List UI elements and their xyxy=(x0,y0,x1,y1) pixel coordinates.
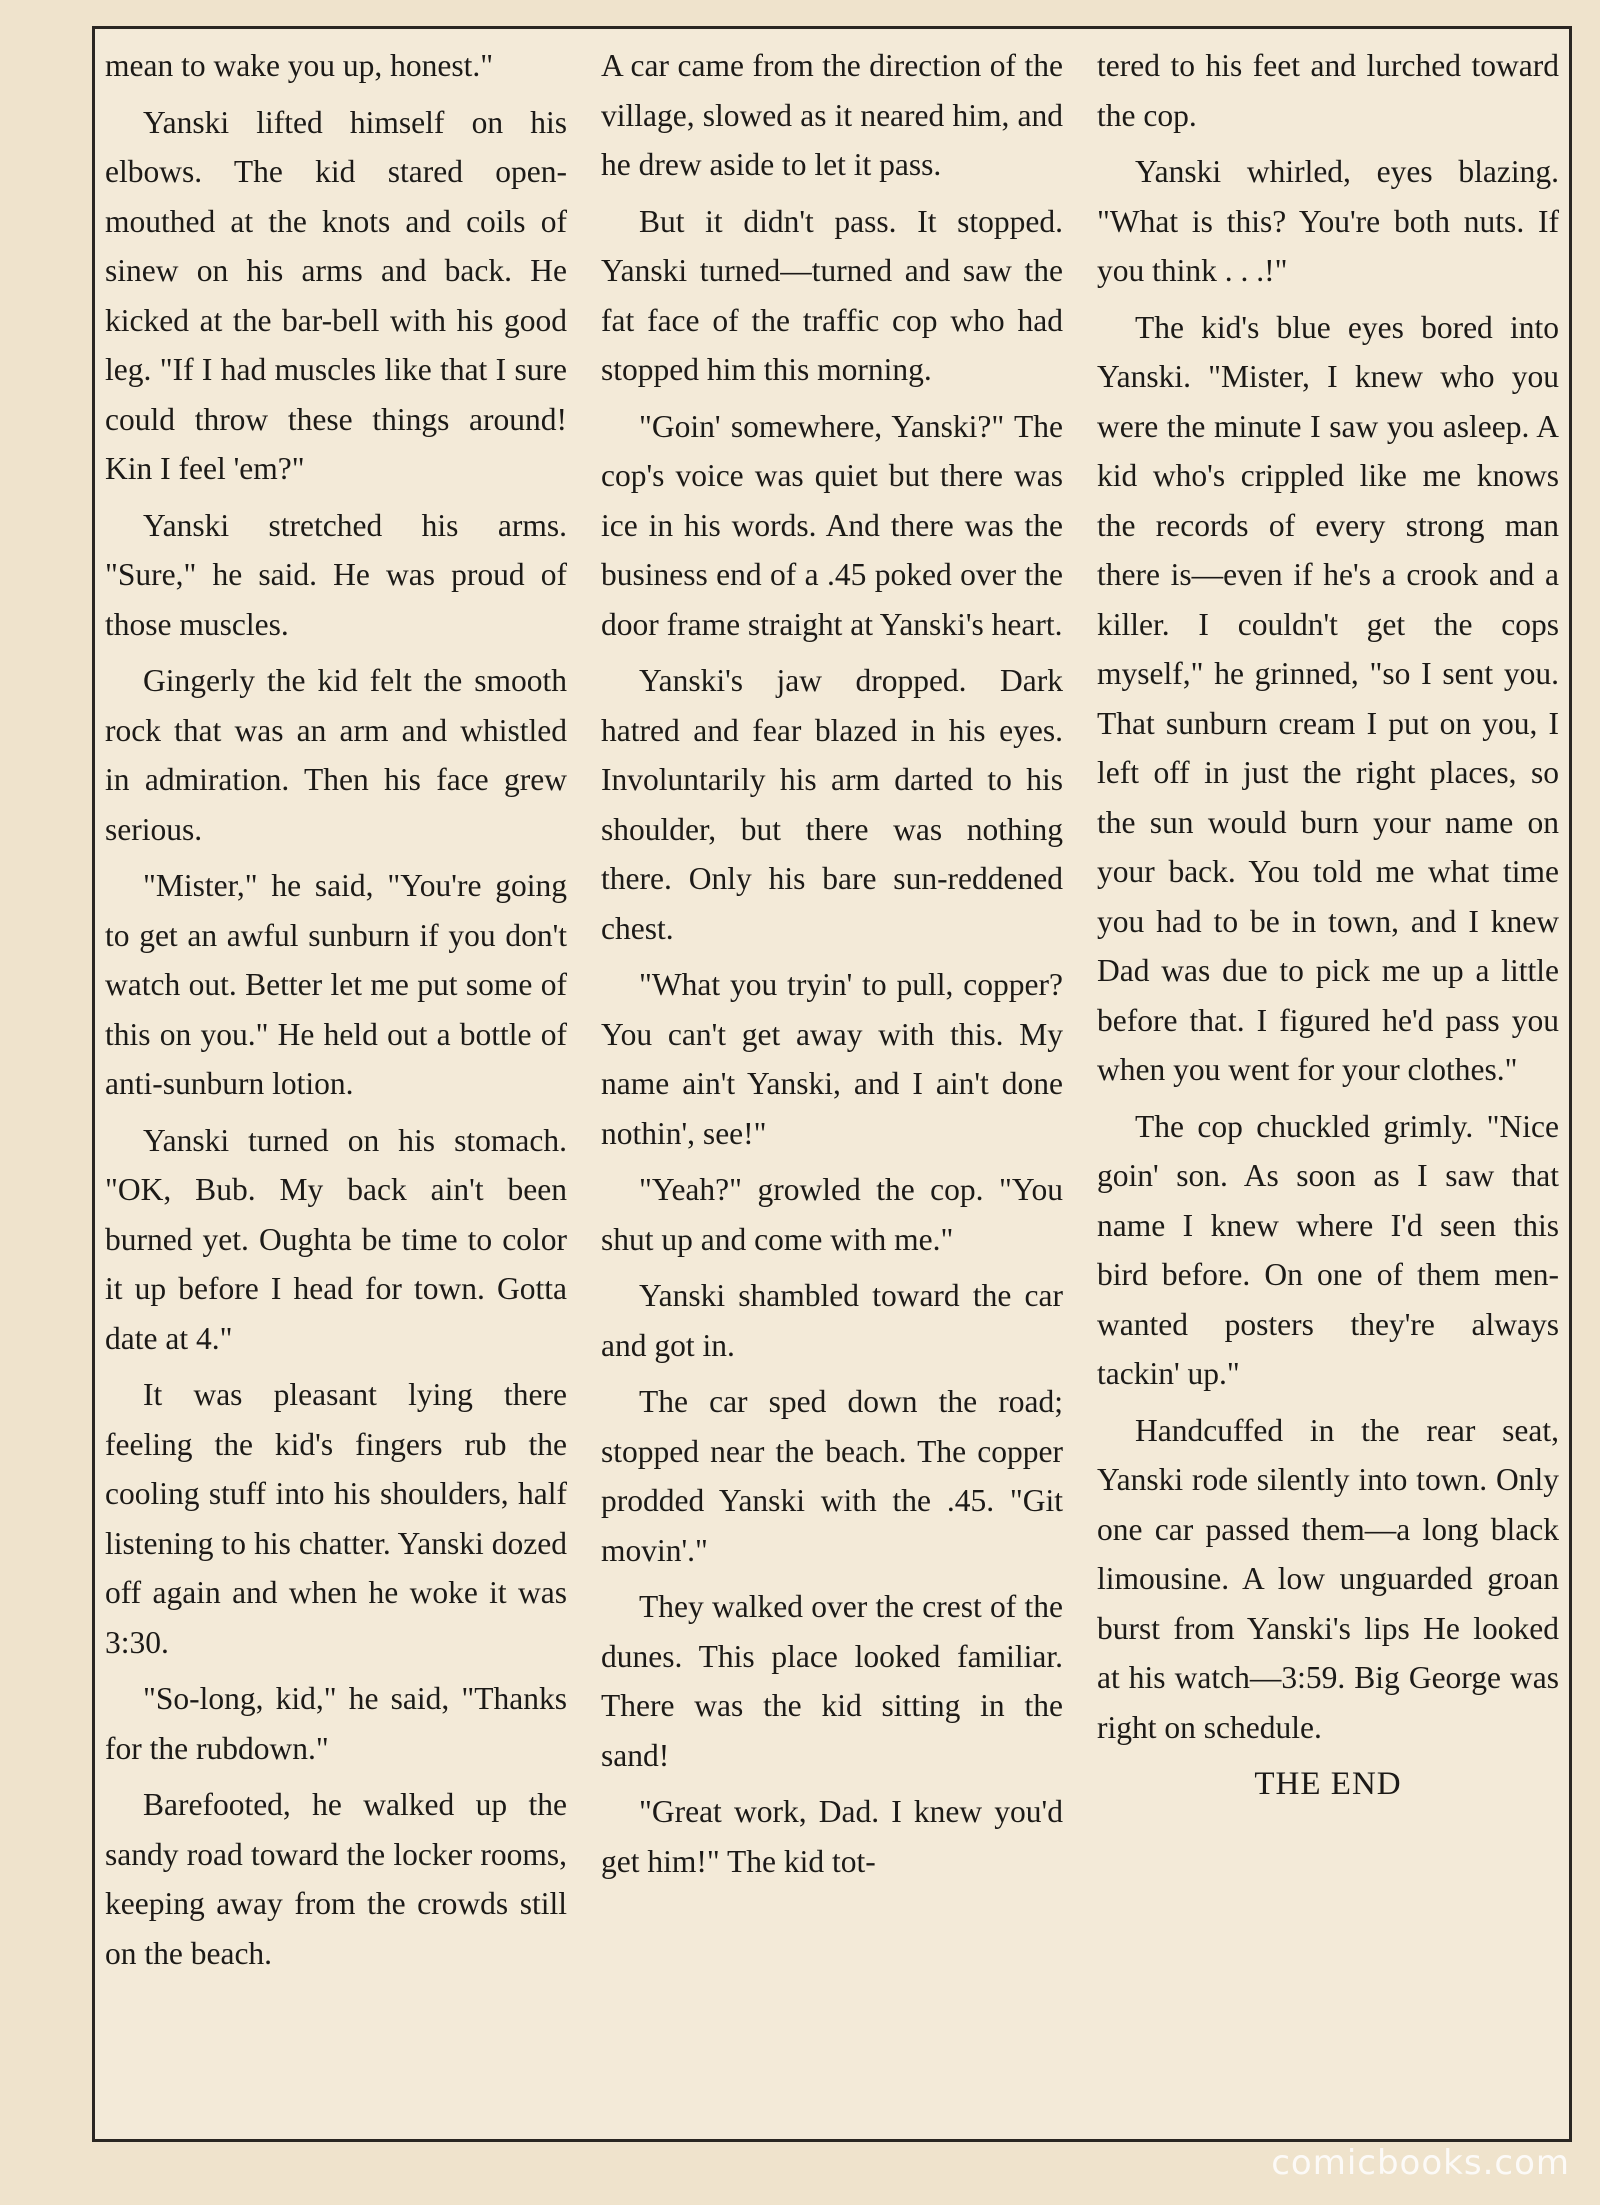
paragraph: But it didn't pass. It stopped. Yanski turned—turned and saw the fat face of the traffic cop who had stopped him this morning. xyxy=(601,203,1063,387)
paragraph: mean to wake you up, honest." xyxy=(105,48,494,83)
paragraph: "Great work, Dad. I knew you'd get him!" The kid tot- xyxy=(601,1794,1063,1879)
paragraph: Yanski turned on his stomach. "OK, Bub. My back ain't been burned yet. Oughta be time to color it up before I head for town. Gotta date at 4." xyxy=(105,1122,567,1356)
paragraph: "What you tryin' to pull, copper? You can't get away with this. My name ain't Yanski, and I ain't done nothin', see!" xyxy=(601,967,1063,1151)
paragraph: Yanski's jaw dropped. Dark hatred and fear blazed in his eyes. Involuntarily his arm darted to his shoulder, but there was nothing there. Only his bare sun-reddened chest. xyxy=(601,663,1063,946)
site-watermark: comicbooks.com xyxy=(1271,2143,1570,2183)
paragraph: Yanski stretched his arms. "Sure," he said. He was proud of those muscles. xyxy=(105,507,567,642)
column-1 xyxy=(105,41,567,2129)
paragraph: Yanski shambled toward the car and got in. xyxy=(601,1278,1063,1363)
paragraph: Yanski whirled, eyes blazing. "What is this? You're both nuts. If you think . . .!" xyxy=(1097,154,1559,288)
paragraph: The cop chuckled grimly. "Nice goin' son. As soon as I saw that name I knew where I'd seen this bird before. On one of them men-wanted posters they're always tackin' up." xyxy=(1097,1108,1559,1391)
paragraph: "Mister," he said, "You're going to get an awful sunburn if you don't watch out. Better let me put some of this on you." He held out a bottle of anti-sunburn lotion. xyxy=(105,868,567,1101)
paragraph: They walked over the crest of the dunes. This place looked familiar. There was the kid sitting in the sand! xyxy=(601,1589,1063,1773)
paragraph: Gingerly the kid felt the smooth rock that was an arm and whistled in admiration. Then his face grew serious. xyxy=(105,663,567,847)
paragraph: Barefooted, he walked up the sandy road toward the locker rooms, keeping away from the crowds still on the beach. xyxy=(105,1787,567,1971)
paragraph: "Yeah?" growled the cop. "You shut up and come with me." xyxy=(601,1172,1063,1257)
paragraph: "So-long, kid," he said, "Thanks for the rubdown." xyxy=(105,1681,567,1766)
paragraph: tered to his feet and lurched toward the cop. xyxy=(1097,48,1559,133)
paragraph: It was pleasant lying there feeling the kid's fingers rub the cooling stuff into his shoulders, half listening to his chatter. Yanski dozed off again and when he woke it was 3:30. xyxy=(105,1377,567,1660)
column-3 xyxy=(1097,41,1559,2129)
paragraph: "Goin' somewhere, Yanski?" The cop's voice was quiet but there was ice in his words. And there was the business end of a .45 poked over the door frame straight at Yanski's heart. xyxy=(601,408,1063,642)
paragraph: A car came from the direction of the village, slowed as it neared him, and he drew aside to let it pass. xyxy=(601,48,1063,182)
the-end-label: THE END xyxy=(1254,1766,1402,1802)
paragraph: The car sped down the road; stopped near the beach. The copper prodded Yanski with the .45. "Git movin'." xyxy=(601,1384,1063,1568)
paragraph: Handcuffed in the rear seat, Yanski rode silently into town. Only one car passed them—a long black limousine. A low unguarded groan burst from Yanski's lips He looked at his watch—3:59. Big George was right on schedule. xyxy=(1097,1412,1559,1745)
text-columns xyxy=(105,41,1559,2129)
column-2 xyxy=(601,41,1063,2129)
paragraph: The kid's blue eyes bored into Yanski. "Mister, I knew who you were the minute I saw you asleep. A kid who's crippled like me knows the records of every strong man there is—even if he's a crook and a killer. I couldn't get the cops myself," he grinned, "so I sent you. That sunburn cream I put on you, I left off in just the right places, so the sun would burn your name on your back. You told me what time you had to be in town, and I knew Dad was due to pick me up a little before that. I figured he'd pass you when you went for your clothes." xyxy=(1097,309,1559,1087)
paragraph: Yanski lifted himself on his elbows. The kid stared open-mouthed at the knots and coils of sinew on his arms and back. He kicked at the bar-bell with his good leg. "If I had muscles like that I sure could throw these things around! Kin I feel 'em?" xyxy=(105,104,567,486)
page-frame xyxy=(92,26,1572,2142)
